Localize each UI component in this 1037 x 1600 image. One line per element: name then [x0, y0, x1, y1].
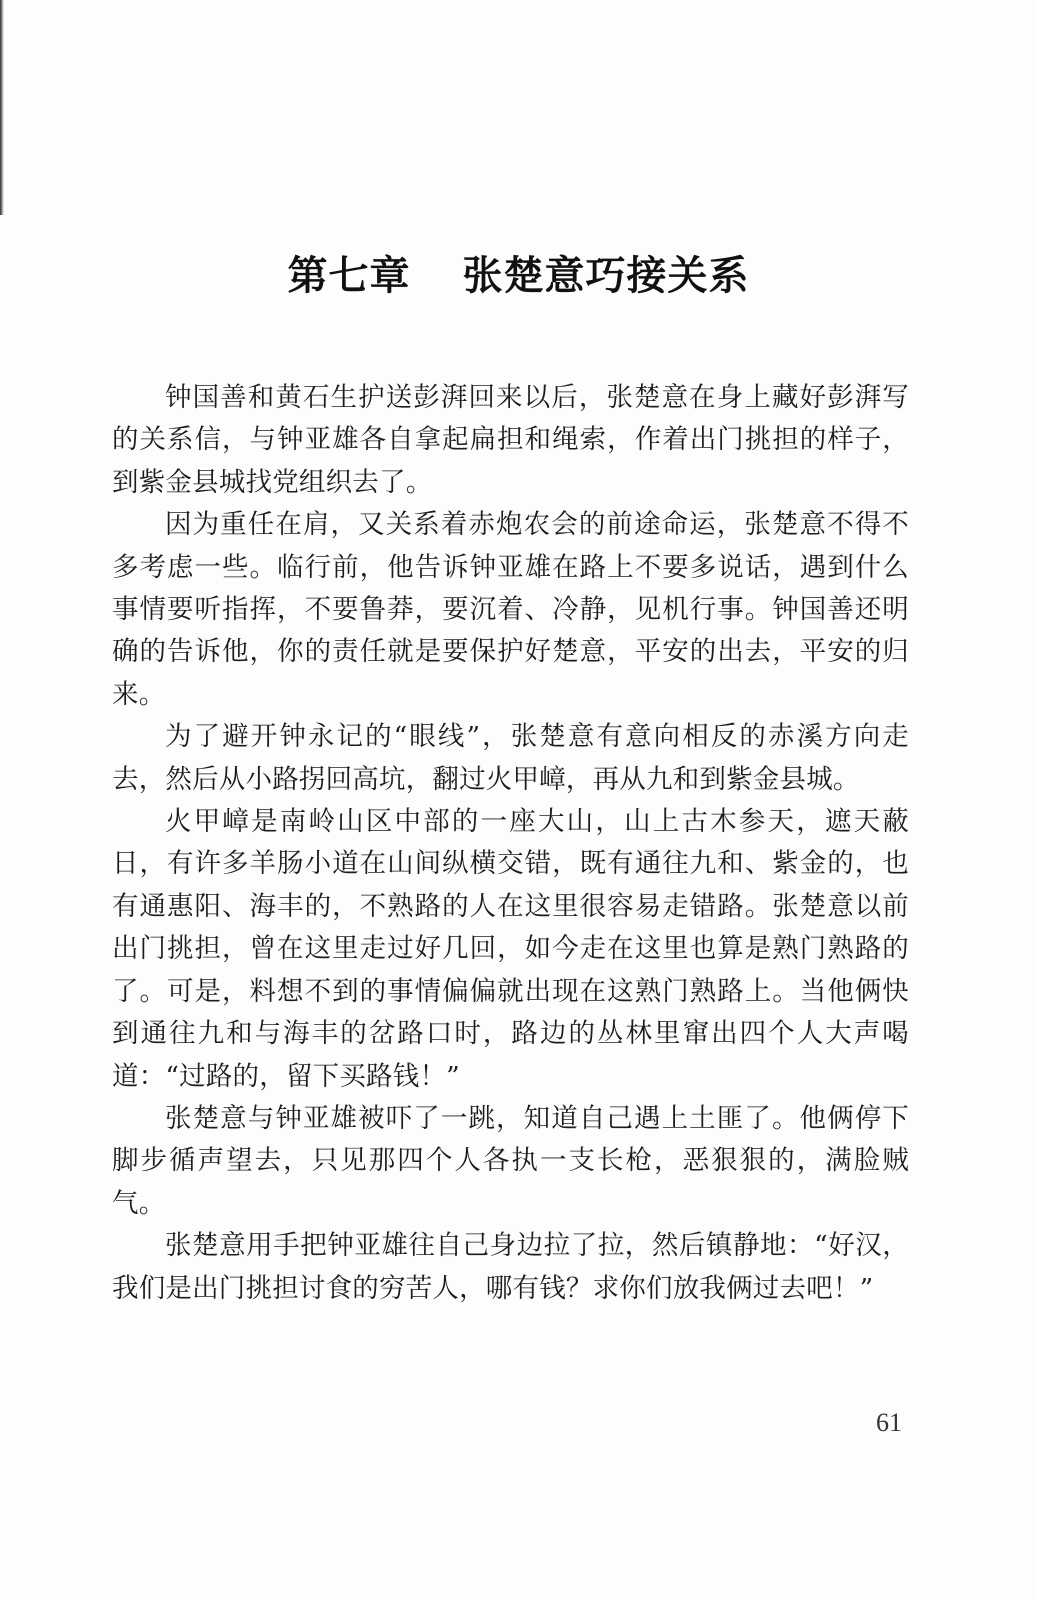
- chapter-number: 第七章: [287, 253, 411, 299]
- chapter-title: 张楚意巧接关系: [462, 253, 750, 299]
- paragraph: 火甲嶂是南岭山区中部的一座大山，山上古木参天，遮天蔽日，有许多羊肠小道在山间纵横交错，既有通往九和、紫金的，也有通惠阳、海丰的，不熟路的人在这里很容易走错路。张楚意以前出门挑担，曾在这里走过好几回，如今走在这里也算是熟门熟路的了。可是，料想不到的事情偏偏就出现在这熟门熟路上。当他俩快到通往九和与海丰的岔路口时，路边的丛林里窜出四个人大声喝道：“过路的，留下买路钱！”: [112, 806, 909, 1092]
- paragraph: 因为重任在肩，又关系着赤炮农会的前途命运，张楚意不得不多考虑一些。临行前，他告诉钟亚雄在路上不要多说话，遇到什么事情要听指挥，不要鲁莽，要沉着、冷静，见机行事。钟国善还明确的告诉他，你的责任就是要保护好楚意，平安的出去，平安的归来。: [112, 509, 909, 710]
- paragraph: 张楚意与钟亚雄被吓了一跳，知道自己遇上土匪了。他俩停下脚步循声望去，只见那四个人各执一支长枪，恶狠狠的，满脸贼气。: [112, 1102, 909, 1219]
- page-number: 61: [876, 1408, 902, 1437]
- body-text: [112, 377, 909, 1310]
- paragraph: 张楚意用手把钟亚雄往自己身边拉了拉，然后镇静地：“好汉，我们是出门挑担讨食的穷苦人，哪有钱？求你们放我俩过去吧！”: [112, 1230, 909, 1304]
- chapter-heading: [0, 248, 1037, 304]
- paragraph: 钟国善和黄石生护送彭湃回来以后，张楚意在身上藏好彭湃写的关系信，与钟亚雄各自拿起扁担和绳索，作着出门挑担的样子，到紫金县城找党组织去了。: [112, 382, 909, 498]
- scan-edge-shadow: [0, 0, 4, 215]
- paragraph: 为了避开钟永记的“眼线”，张楚意有意向相反的赤溪方向走去，然后从小路拐回高坑，翻过火甲嶂，再从九和到紫金县城。: [112, 721, 909, 795]
